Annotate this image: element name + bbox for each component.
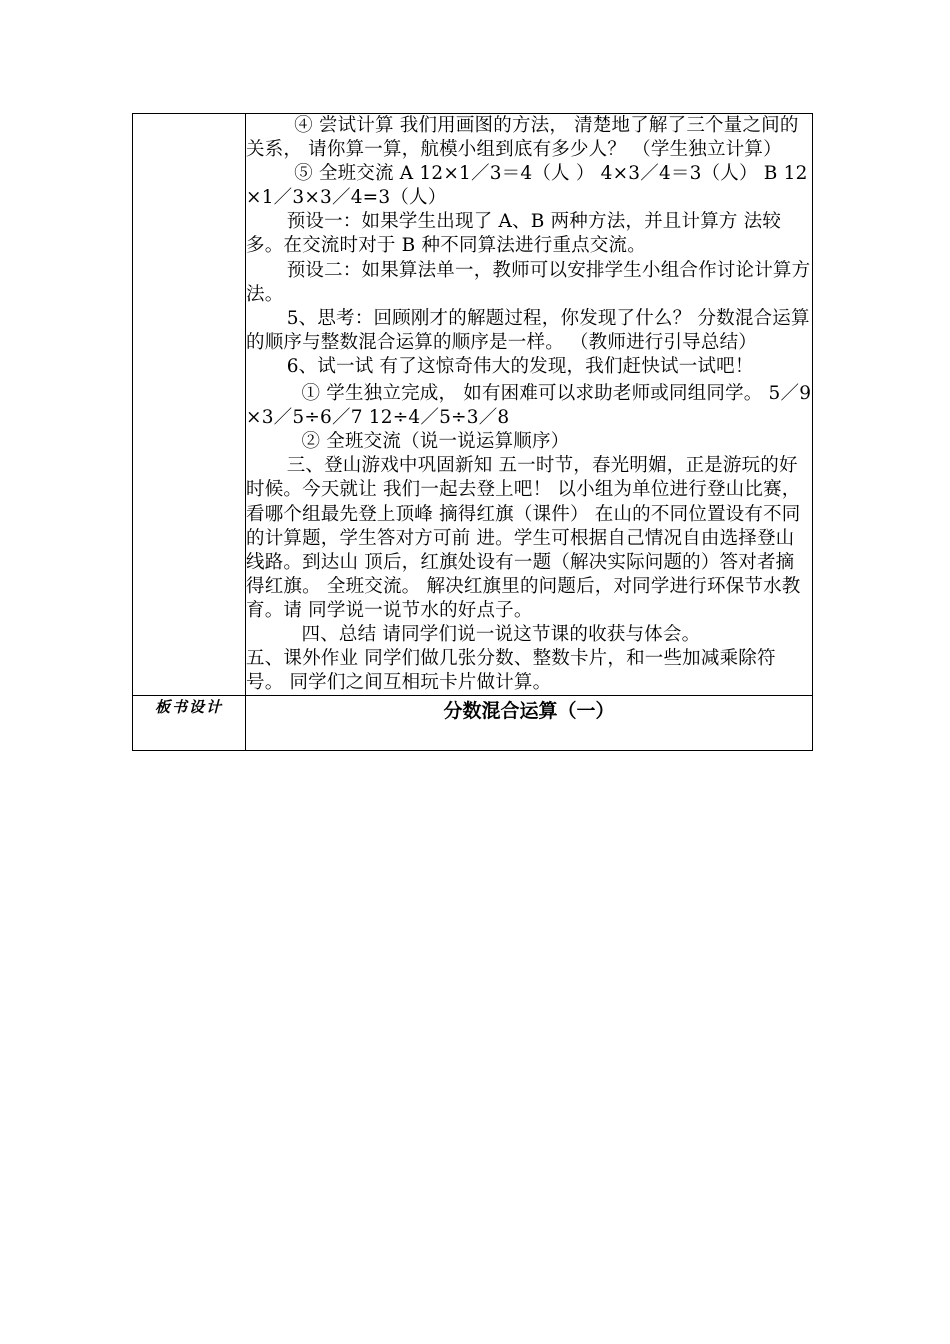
paragraph-think: 5、思考：回顾刚才的解题过程，你发现了什么？ 分数混合运算的顺序与整数混合运算的顺序是一样。 （教师进行引导总结）: [246, 307, 810, 353]
paragraph-independent-work: ① 学生独立完成， 如有困难可以求助老师或同组同学。 5／9×3／5÷6／7 12÷4／5÷3／8: [246, 383, 812, 429]
paragraph-try-calculate: ④ 尝试计算 我们用画图的方法， 清楚地了解了三个量之间的关系， 请你算一算，航模小组到底有多少人？ （学生独立计算）: [246, 115, 799, 161]
paragraph-class-exchange: ⑤ 全班交流 A 12×1／3＝4（人 ） 4×3／4＝3（人） B 12×1／3×3／4=3（人）: [246, 163, 808, 209]
lesson-plan-table: [132, 113, 813, 751]
paragraph-summary: 四、总结 请同学们说一说这节课的收获与体会。: [301, 623, 701, 645]
paragraph-preset-one: 预设一：如果学生出现了 A、B 两种方法，并且计算方 法较多。在交流时对于 B 种不同算法进行重点交流。: [246, 211, 782, 257]
board-design-label: 板书设计: [133, 696, 246, 751]
paragraph-try-it: 6、试一试 有了这惊奇伟大的发现，我们赶快试一试吧！: [286, 355, 754, 377]
board-title: 分数混合运算（一）: [443, 700, 615, 723]
board-design-cell: [246, 696, 813, 751]
board-design-row: [133, 696, 813, 751]
paragraph-preset-two: 预设二：如果算法单一，教师可以安排学生小组合作讨论计算方法。: [246, 259, 811, 305]
lesson-content-cell: [246, 114, 813, 696]
empty-label-cell: [133, 114, 246, 696]
content-row: [133, 114, 813, 696]
paragraph-homework: 五、课外作业 同学们做几张分数、整数卡片，和一些加减乘除符号。 同学们之间互相玩卡片做计算。: [246, 648, 776, 694]
paragraph-climbing-game: 三、登山游戏中巩固新知 五一时节，春光明媚，正是游玩的好时候。今天就让 我们一起去登上吧！ 以小组为单位进行登山比赛，看哪个组最先登上顶峰 摘得红旗（课件） 在山的不同位置设有不同的计算题，学生答对方可前 进。学生可根据自己情况自由选择登山线路。到达山 顶后，红旗处设有一题（解决实际问题的）答对者摘得红旗。 全班交流。 解决红旗里的问题后，对同学进行环保节水教育。请 同学说一说节水的好点子。: [246, 455, 801, 621]
paragraph-class-discussion: ② 全班交流（说一说运算顺序）: [301, 431, 570, 453]
